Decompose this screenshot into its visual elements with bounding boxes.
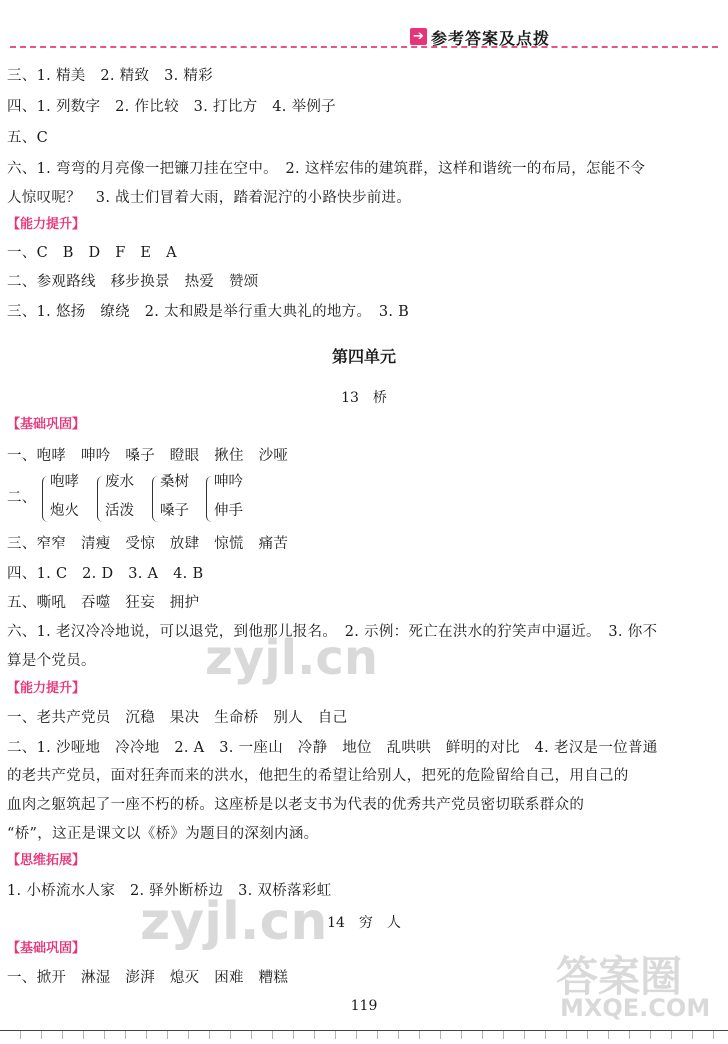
word: 伸手: [214, 503, 243, 519]
word: 呻吟: [214, 474, 243, 490]
watermark: zyjl.cn: [140, 892, 328, 952]
page-number: 119: [350, 998, 378, 1014]
answer-line: 四、1. C 2. D 3. A 4. B: [7, 566, 204, 582]
section-label-basic: 【基础巩固】: [7, 941, 86, 956]
watermark: MXQE.COM: [560, 994, 711, 1022]
word-group: [50, 468, 79, 526]
arrow-right-icon: ➔: [410, 28, 427, 45]
word-group: [105, 468, 134, 526]
answer-line: 六、1. 弯弯的月亮像一把镰刀挂在空中。 2. 这样宏伟的建筑群，这样和谐统一的布局，怎能不令: [7, 161, 646, 177]
answer-line: 六、1. 老汉冷冷地说，可以退党，到他那儿报名。 2. 示例：死亡在洪水的狞笑声中逼近。 3. 你不: [7, 624, 658, 640]
answer-line: 二、参观路线 移步换景 热爱 赞颂: [7, 274, 259, 290]
section-label-ability: 【能力提升】: [7, 217, 86, 232]
brace: [152, 476, 158, 522]
answer-line: 五、C: [7, 130, 48, 146]
word: 嗓子: [160, 503, 189, 519]
word-group: [160, 468, 189, 526]
answer-line: 三、1. 悠扬 缭绕 2. 太和殿是举行重大典礼的地方。 3. B: [7, 304, 410, 320]
brace: [42, 476, 48, 522]
lesson-title: 14 穷 人: [327, 915, 401, 931]
answer-line: 1. 小桥流水人家 2. 驿外断桥边 3. 双桥落彩虹: [7, 883, 332, 899]
answer-line: 人惊叹呢？ 3. 战士们冒着大雨，踏着泥泞的小路快步前进。: [7, 190, 412, 206]
answer-line: 一、掀开 淋湿 澎湃 熄灭 困难 糟糕: [7, 970, 289, 986]
answer-line: 五、嘶吼 吞噬 狂妄 拥护: [7, 595, 200, 611]
answer-line: 一、咆哮 呻吟 嗓子 瞪眼 揪住 沙哑: [7, 448, 289, 464]
answer-line: 一、老共产党员 沉稳 果决 生命桥 别人 自己: [7, 710, 348, 726]
answer-line: 四、1. 列数字 2. 作比较 3. 打比方 4. 举例子: [7, 99, 336, 115]
lesson-title: 13 桥: [341, 390, 387, 406]
unit-title: 第四单元: [331, 347, 396, 366]
word: 桑树: [160, 474, 189, 490]
answer-line: 血肉之躯筑起了一座不朽的桥。这座桥是以老支书为代表的优秀共产党员密切联系群众的: [7, 797, 585, 813]
footer-ticks: [0, 1031, 728, 1039]
header-title: 参考答案及点拨: [431, 29, 551, 48]
answer-line: 一、C B D F E A: [7, 245, 177, 261]
watermark: 答案圈: [556, 952, 683, 1001]
brace: [206, 476, 212, 522]
section-label-thinking: 【思维拓展】: [7, 853, 86, 868]
word: 废水: [105, 474, 134, 490]
watermark: zyjl.cn: [205, 630, 378, 686]
answer-line: 算是个党员。: [7, 653, 96, 669]
answer-line-prefix: 二、: [7, 490, 37, 506]
section-label-basic: 【基础巩固】: [7, 417, 86, 432]
word: 炮火: [50, 503, 79, 519]
word: 活泼: [105, 503, 134, 519]
brace: [97, 476, 103, 522]
answer-line: “桥”，这正是课文以《桥》为题目的深刻内涵。: [7, 826, 319, 842]
answer-line: 的老共产党员，面对狂奔而来的洪水，他把生的希望让给别人，把死的危险留给自己，用自己的: [7, 768, 629, 784]
answer-line: 二、1. 沙哑地 冷冷地 2. A 3. 一座山 冷静 地位 乱哄哄 鲜明的对比 4. 老汉是一位普通: [7, 740, 658, 756]
word: 咆哮: [50, 474, 79, 490]
section-label-ability: 【能力提升】: [7, 681, 86, 696]
answer-line: 三、1. 精美 2. 精致 3. 精彩: [7, 68, 214, 84]
word-group: [214, 468, 243, 526]
answer-line: 三、窄窄 清瘦 受惊 放肆 惊慌 痛苦: [7, 536, 289, 552]
header-divider: [10, 46, 718, 48]
